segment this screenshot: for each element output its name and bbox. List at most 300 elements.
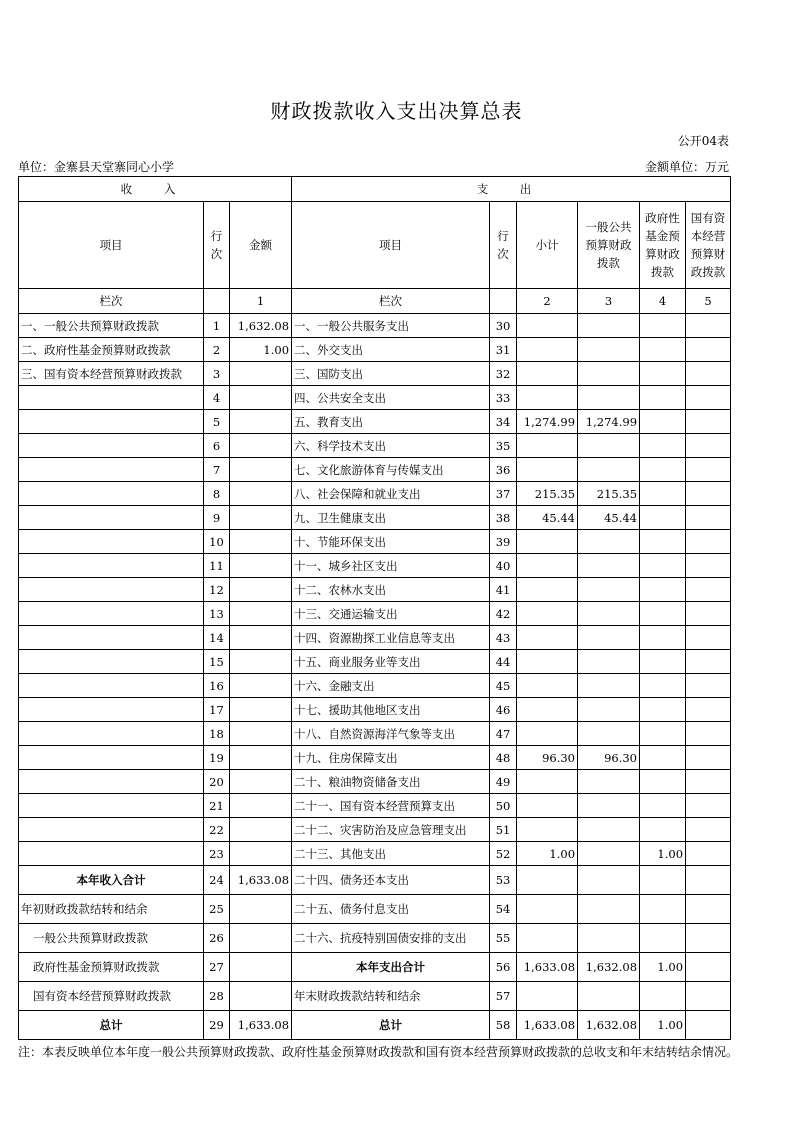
income-amount-cell xyxy=(230,674,292,698)
expense-row-no-header: 行次 xyxy=(490,202,517,289)
income-row-no-cell: 20 xyxy=(204,770,230,794)
gov-fund-cell xyxy=(640,674,686,698)
income-row-no-cell: 10 xyxy=(204,530,230,554)
income-item-cell xyxy=(19,386,204,410)
income-item-cell xyxy=(19,530,204,554)
income-item-cell xyxy=(19,458,204,482)
expense-item-cell: 本年支出合计 xyxy=(292,953,490,982)
income-item-cell xyxy=(19,506,204,530)
expense-item-cell: 四、公共安全支出 xyxy=(292,386,490,410)
income-amount-cell xyxy=(230,554,292,578)
subtotal-cell: 96.30 xyxy=(517,746,578,770)
general-budget-cell xyxy=(578,770,640,794)
state-capital-cell xyxy=(686,458,731,482)
income-item-cell xyxy=(19,650,204,674)
income-row-no-cell: 3 xyxy=(204,362,230,386)
general-budget-cell: 1,274.99 xyxy=(578,410,640,434)
expense-item-cell: 二十一、国有资本经营预算支出 xyxy=(292,794,490,818)
gov-fund-header: 政府性基金预算财政拨款 xyxy=(640,202,686,289)
expense-item-cell: 十、节能环保支出 xyxy=(292,530,490,554)
expense-row-no-cell: 32 xyxy=(490,362,517,386)
gov-fund-cell xyxy=(640,434,686,458)
gov-fund-cell xyxy=(640,626,686,650)
col-number-5: 5 xyxy=(686,289,731,314)
expense-row-no-cell: 56 xyxy=(490,953,517,982)
income-row-no-cell: 28 xyxy=(204,982,230,1011)
table-row xyxy=(19,482,731,506)
form-number: 公开04表 xyxy=(677,134,729,148)
income-item-cell xyxy=(19,818,204,842)
income-row-no-cell: 15 xyxy=(204,650,230,674)
gov-fund-cell xyxy=(640,924,686,953)
budget-table xyxy=(18,176,731,1040)
expense-item-cell: 二十六、抗疫特别国债安排的支出 xyxy=(292,924,490,953)
general-budget-cell xyxy=(578,602,640,626)
income-item-header: 项目 xyxy=(19,202,204,289)
income-row-no-cell: 7 xyxy=(204,458,230,482)
subtotal-cell xyxy=(517,698,578,722)
income-row-no-cell: 29 xyxy=(204,1011,230,1040)
income-section-header: 收 入 xyxy=(19,177,292,202)
subtotal-cell xyxy=(517,554,578,578)
subtotal-cell: 1,633.08 xyxy=(517,1011,578,1040)
income-row-no-cell: 27 xyxy=(204,953,230,982)
expense-row-no-cell: 36 xyxy=(490,458,517,482)
expense-item-cell: 五、教育支出 xyxy=(292,410,490,434)
state-capital-cell xyxy=(686,924,731,953)
subtotal-cell xyxy=(517,866,578,895)
general-budget-cell xyxy=(578,722,640,746)
gov-fund-cell xyxy=(640,770,686,794)
expense-item-cell: 十一、城乡社区支出 xyxy=(292,554,490,578)
income-row-no-cell: 12 xyxy=(204,578,230,602)
income-row-no-cell: 5 xyxy=(204,410,230,434)
subtotal-cell xyxy=(517,338,578,362)
state-capital-cell xyxy=(686,410,731,434)
subtotal-cell: 1,633.08 xyxy=(517,953,578,982)
general-budget-cell xyxy=(578,674,640,698)
state-capital-cell xyxy=(686,506,731,530)
gov-fund-cell xyxy=(640,650,686,674)
expense-item-cell: 年末财政拨款结转和结余 xyxy=(292,982,490,1011)
state-capital-cell xyxy=(686,794,731,818)
table-row xyxy=(19,530,731,554)
income-item-cell: 一、一般公共预算财政拨款 xyxy=(19,314,204,338)
general-budget-cell xyxy=(578,895,640,924)
gov-fund-cell xyxy=(640,362,686,386)
expense-item-cell: 二十四、债务还本支出 xyxy=(292,866,490,895)
expense-row-no-cell: 54 xyxy=(490,895,517,924)
general-budget-cell xyxy=(578,924,640,953)
expense-column-label: 栏次 xyxy=(292,289,490,314)
column-header-row xyxy=(19,202,731,289)
income-row-no-cell: 8 xyxy=(204,482,230,506)
state-capital-cell xyxy=(686,770,731,794)
subtotal-cell xyxy=(517,530,578,554)
income-amount-cell xyxy=(230,506,292,530)
subtotal-header: 小计 xyxy=(517,202,578,289)
state-capital-cell xyxy=(686,554,731,578)
subtotal-cell xyxy=(517,674,578,698)
expense-row-no-cell: 47 xyxy=(490,722,517,746)
gov-fund-cell xyxy=(640,818,686,842)
table-row xyxy=(19,362,731,386)
gov-fund-cell xyxy=(640,746,686,770)
expense-item-cell: 总计 xyxy=(292,1011,490,1040)
income-row-no-cell: 26 xyxy=(204,924,230,953)
income-amount-cell xyxy=(230,722,292,746)
income-amount-cell xyxy=(230,458,292,482)
table-row xyxy=(19,866,731,895)
income-amount-cell xyxy=(230,818,292,842)
state-capital-cell xyxy=(686,818,731,842)
income-amount-cell xyxy=(230,698,292,722)
income-amount-cell xyxy=(230,386,292,410)
income-row-no-cell: 23 xyxy=(204,842,230,866)
col-number-2: 2 xyxy=(517,289,578,314)
general-budget-cell: 1,632.08 xyxy=(578,1011,640,1040)
subtotal-cell xyxy=(517,924,578,953)
general-budget-cell xyxy=(578,338,640,362)
subtotal-cell xyxy=(517,650,578,674)
gov-fund-cell: 1.00 xyxy=(640,1011,686,1040)
table-row xyxy=(19,924,731,953)
column-number-row xyxy=(19,289,731,314)
expense-row-no-cell: 44 xyxy=(490,650,517,674)
income-row-no-cell: 4 xyxy=(204,386,230,410)
subtotal-cell xyxy=(517,895,578,924)
table-row xyxy=(19,386,731,410)
unit-label: 单位：金寨县天堂寨同心小学 xyxy=(18,160,175,174)
gov-fund-cell xyxy=(640,794,686,818)
state-capital-cell xyxy=(686,578,731,602)
expense-item-cell: 七、文化旅游体育与传媒支出 xyxy=(292,458,490,482)
expense-item-cell: 二十、粮油物资储备支出 xyxy=(292,770,490,794)
table-row xyxy=(19,410,731,434)
general-budget-cell xyxy=(578,530,640,554)
state-capital-cell xyxy=(686,338,731,362)
income-row-no-cell: 22 xyxy=(204,818,230,842)
subtotal-cell: 1.00 xyxy=(517,842,578,866)
expense-row-no-cell: 53 xyxy=(490,866,517,895)
table-row xyxy=(19,895,731,924)
gov-fund-cell xyxy=(640,338,686,362)
expense-row-no-cell: 46 xyxy=(490,698,517,722)
expense-item-cell: 十六、金融支出 xyxy=(292,674,490,698)
subtotal-cell xyxy=(517,386,578,410)
table-row xyxy=(19,818,731,842)
subtotal-cell xyxy=(517,578,578,602)
income-item-cell: 一般公共预算财政拨款 xyxy=(19,924,204,953)
gov-fund-cell xyxy=(640,386,686,410)
gov-fund-cell xyxy=(640,602,686,626)
income-row-no-cell: 11 xyxy=(204,554,230,578)
income-amount-cell xyxy=(230,434,292,458)
expense-item-cell: 二十五、债务付息支出 xyxy=(292,895,490,924)
expense-row-no-cell: 58 xyxy=(490,1011,517,1040)
gov-fund-cell xyxy=(640,578,686,602)
income-amount-cell xyxy=(230,982,292,1011)
expense-row-no-cell: 45 xyxy=(490,674,517,698)
state-capital-cell xyxy=(686,362,731,386)
income-row-no-cell: 1 xyxy=(204,314,230,338)
expense-item-cell: 六、科学技术支出 xyxy=(292,434,490,458)
expense-section-header: 支 出 xyxy=(292,177,731,202)
general-budget-cell xyxy=(578,578,640,602)
general-budget-cell: 215.35 xyxy=(578,482,640,506)
state-capital-cell xyxy=(686,746,731,770)
subtotal-cell xyxy=(517,722,578,746)
income-amount-cell xyxy=(230,924,292,953)
table-row xyxy=(19,506,731,530)
gov-fund-cell xyxy=(640,410,686,434)
general-budget-cell: 96.30 xyxy=(578,746,640,770)
income-item-cell: 三、国有资本经营预算财政拨款 xyxy=(19,362,204,386)
subtotal-cell xyxy=(517,362,578,386)
expense-item-cell: 二十二、灾害防治及应急管理支出 xyxy=(292,818,490,842)
income-amount-cell xyxy=(230,794,292,818)
income-amount-cell xyxy=(230,410,292,434)
state-capital-cell xyxy=(686,434,731,458)
income-item-cell xyxy=(19,842,204,866)
income-row-no-cell: 24 xyxy=(204,866,230,895)
state-capital-cell xyxy=(686,982,731,1011)
income-row-no-cell: 14 xyxy=(204,626,230,650)
income-item-cell xyxy=(19,722,204,746)
col-number-3: 3 xyxy=(578,289,640,314)
income-item-cell xyxy=(19,554,204,578)
general-budget-cell xyxy=(578,314,640,338)
subtotal-cell xyxy=(517,602,578,626)
state-capital-cell xyxy=(686,674,731,698)
table-row xyxy=(19,1011,731,1040)
expense-row-no-cell: 49 xyxy=(490,770,517,794)
income-item-cell xyxy=(19,746,204,770)
state-capital-cell xyxy=(686,953,731,982)
expense-item-cell: 九、卫生健康支出 xyxy=(292,506,490,530)
table-row xyxy=(19,338,731,362)
income-row-no-cell: 17 xyxy=(204,698,230,722)
table-row xyxy=(19,626,731,650)
subtotal-cell xyxy=(517,314,578,338)
expense-item-cell: 八、社会保障和就业支出 xyxy=(292,482,490,506)
table-row xyxy=(19,602,731,626)
subtotal-cell xyxy=(517,818,578,842)
income-item-cell xyxy=(19,434,204,458)
state-capital-cell xyxy=(686,842,731,866)
state-capital-cell xyxy=(686,386,731,410)
expense-row-no-cell: 31 xyxy=(490,338,517,362)
expense-row-no-cell: 37 xyxy=(490,482,517,506)
income-amount-header: 金额 xyxy=(230,202,292,289)
income-amount-cell xyxy=(230,953,292,982)
income-amount-cell: 1,632.08 xyxy=(230,314,292,338)
expense-row-no-cell: 43 xyxy=(490,626,517,650)
income-row-no-cell: 6 xyxy=(204,434,230,458)
table-row xyxy=(19,982,731,1011)
gov-fund-cell xyxy=(640,895,686,924)
expense-item-cell: 十八、自然资源海洋气象等支出 xyxy=(292,722,490,746)
income-row-no-cell: 9 xyxy=(204,506,230,530)
gov-fund-cell xyxy=(640,982,686,1011)
general-budget-header: 一般公共预算财政拨款 xyxy=(578,202,640,289)
income-item-cell: 国有资本经营预算财政拨款 xyxy=(19,982,204,1011)
state-capital-cell xyxy=(686,895,731,924)
state-capital-cell xyxy=(686,866,731,895)
expense-row-no-cell: 50 xyxy=(490,794,517,818)
income-amount-cell xyxy=(230,626,292,650)
income-item-cell xyxy=(19,602,204,626)
expense-item-cell: 二、外交支出 xyxy=(292,338,490,362)
income-item-cell xyxy=(19,674,204,698)
subtotal-cell xyxy=(517,794,578,818)
state-capital-cell xyxy=(686,722,731,746)
gov-fund-cell xyxy=(640,530,686,554)
income-row-no-cell: 19 xyxy=(204,746,230,770)
state-capital-cell xyxy=(686,698,731,722)
subtotal-cell xyxy=(517,770,578,794)
general-budget-cell: 45.44 xyxy=(578,506,640,530)
gov-fund-cell xyxy=(640,314,686,338)
expense-row-no-cell: 42 xyxy=(490,602,517,626)
income-amount-cell xyxy=(230,650,292,674)
gov-fund-cell: 1.00 xyxy=(640,953,686,982)
income-amount-cell xyxy=(230,362,292,386)
table-row xyxy=(19,434,731,458)
state-capital-cell xyxy=(686,482,731,506)
income-row-no-cell: 2 xyxy=(204,338,230,362)
income-row-no-cell: 16 xyxy=(204,674,230,698)
income-item-cell xyxy=(19,698,204,722)
income-item-cell: 政府性基金预算财政拨款 xyxy=(19,953,204,982)
gov-fund-cell xyxy=(640,458,686,482)
expense-item-cell: 十三、交通运输支出 xyxy=(292,602,490,626)
income-amount-cell: 1.00 xyxy=(230,338,292,362)
table-row xyxy=(19,458,731,482)
gov-fund-cell xyxy=(640,866,686,895)
table-row xyxy=(19,746,731,770)
expense-item-cell: 十二、农林水支出 xyxy=(292,578,490,602)
gov-fund-cell xyxy=(640,698,686,722)
general-budget-cell xyxy=(578,650,640,674)
general-budget-cell xyxy=(578,866,640,895)
table-row xyxy=(19,770,731,794)
table-row xyxy=(19,554,731,578)
state-capital-cell xyxy=(686,602,731,626)
general-budget-cell xyxy=(578,386,640,410)
subtotal-cell xyxy=(517,458,578,482)
income-amount-cell xyxy=(230,842,292,866)
table-row xyxy=(19,674,731,698)
expense-row-no-cell: 48 xyxy=(490,746,517,770)
income-item-cell xyxy=(19,626,204,650)
expense-row-no-cell: 55 xyxy=(490,924,517,953)
general-budget-cell xyxy=(578,434,640,458)
income-item-cell: 二、政府性基金预算财政拨款 xyxy=(19,338,204,362)
expense-row-no-cell: 35 xyxy=(490,434,517,458)
income-amount-cell xyxy=(230,482,292,506)
state-capital-cell xyxy=(686,650,731,674)
footnote: 注：本表反映单位本年度一般公共预算财政拨款、政府性基金预算财政拨款和国有资本经营预算财政拨款的总收支和年末结转结余情况。 xyxy=(18,1045,739,1059)
table-row xyxy=(19,698,731,722)
income-item-cell xyxy=(19,482,204,506)
income-row-no-cell: 25 xyxy=(204,895,230,924)
table-row xyxy=(19,722,731,746)
expense-row-no-cell: 38 xyxy=(490,506,517,530)
expense-row-no-cell: 39 xyxy=(490,530,517,554)
income-row-no-header: 行次 xyxy=(204,202,230,289)
gov-fund-cell: 1.00 xyxy=(640,842,686,866)
gov-fund-cell xyxy=(640,506,686,530)
general-budget-cell xyxy=(578,554,640,578)
income-amount-cell xyxy=(230,895,292,924)
table-row xyxy=(19,578,731,602)
state-capital-cell xyxy=(686,1011,731,1040)
expense-item-cell: 十五、商业服务业等支出 xyxy=(292,650,490,674)
income-row-no-cell: 13 xyxy=(204,602,230,626)
money-unit-label: 金额单位：万元 xyxy=(644,160,729,174)
subtotal-cell xyxy=(517,982,578,1011)
expense-row-no-cell: 52 xyxy=(490,842,517,866)
expense-row-no-cell: 40 xyxy=(490,554,517,578)
table-row xyxy=(19,953,731,982)
state-capital-cell xyxy=(686,530,731,554)
state-capital-header: 国有资本经营预算财政拨款 xyxy=(686,202,731,289)
expense-row-no-cell: 41 xyxy=(490,578,517,602)
general-budget-cell xyxy=(578,842,640,866)
expense-item-header: 项目 xyxy=(292,202,490,289)
general-budget-cell xyxy=(578,982,640,1011)
income-column-label: 栏次 xyxy=(19,289,204,314)
subtotal-cell: 45.44 xyxy=(517,506,578,530)
section-header-row xyxy=(19,177,731,202)
empty-cell xyxy=(490,289,517,314)
general-budget-cell xyxy=(578,818,640,842)
income-amount-cell: 1,633.08 xyxy=(230,1011,292,1040)
subtotal-cell: 1,274.99 xyxy=(517,410,578,434)
income-item-cell: 年初财政拨款结转和结余 xyxy=(19,895,204,924)
expense-row-no-cell: 51 xyxy=(490,818,517,842)
expense-row-no-cell: 33 xyxy=(490,386,517,410)
state-capital-cell xyxy=(686,626,731,650)
expense-item-cell: 十七、援助其他地区支出 xyxy=(292,698,490,722)
income-item-cell xyxy=(19,578,204,602)
general-budget-cell xyxy=(578,698,640,722)
general-budget-cell xyxy=(578,362,640,386)
expense-row-no-cell: 30 xyxy=(490,314,517,338)
general-budget-cell: 1,632.08 xyxy=(578,953,640,982)
expense-item-cell: 二十三、其他支出 xyxy=(292,842,490,866)
income-item-cell xyxy=(19,794,204,818)
gov-fund-cell xyxy=(640,722,686,746)
income-amount-cell xyxy=(230,746,292,770)
table-row xyxy=(19,842,731,866)
subtotal-cell xyxy=(517,626,578,650)
expense-item-cell: 三、国防支出 xyxy=(292,362,490,386)
table-row xyxy=(19,314,731,338)
col-number-4: 4 xyxy=(640,289,686,314)
income-row-no-cell: 18 xyxy=(204,722,230,746)
gov-fund-cell xyxy=(640,554,686,578)
income-amount-cell xyxy=(230,602,292,626)
expense-item-cell: 十四、资源勘探工业信息等支出 xyxy=(292,626,490,650)
income-item-cell: 总计 xyxy=(19,1011,204,1040)
income-amount-cell xyxy=(230,578,292,602)
gov-fund-cell xyxy=(640,482,686,506)
table-row xyxy=(19,794,731,818)
col-number-1: 1 xyxy=(230,289,292,314)
income-row-no-cell: 21 xyxy=(204,794,230,818)
